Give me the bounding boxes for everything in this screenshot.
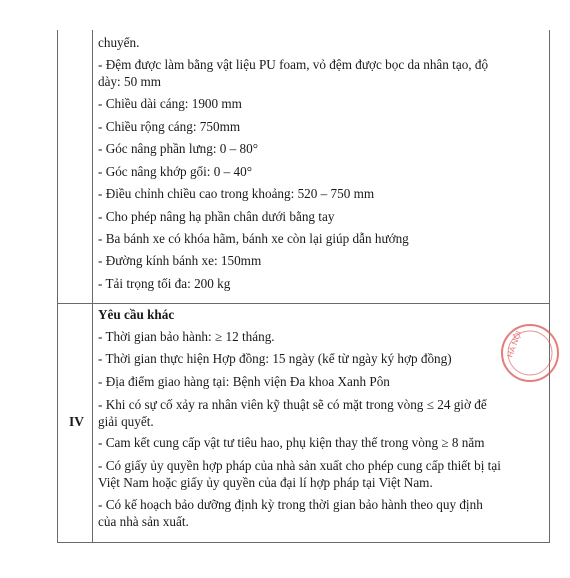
spec-line: - Chiều dài cáng: 1900 mm (98, 96, 242, 111)
requirement-line: - Có giấy ủy quyền hợp pháp của nhà sản xuất cho phép cung cấp thiết bị tại (98, 458, 501, 473)
table-border-bottom (57, 542, 550, 543)
svg-text:HÀ NỘI: HÀ NỘI (505, 329, 524, 359)
section-number: IV (69, 414, 85, 429)
spec-line: - Đường kính bánh xe: 150mm (98, 253, 262, 268)
requirement-line: - Cam kết cung cấp vật tư tiêu hao, phụ kiện thay thế trong vòng ≥ 8 năm (98, 435, 485, 450)
table-column-divider (92, 30, 93, 543)
requirement-line: - Khi có sự cố xảy ra nhân viên kỹ thuật sẽ có mặt trong vòng ≤ 24 giờ để (98, 397, 487, 412)
table-border-right (549, 30, 550, 543)
requirement-line: - Có kế hoạch bảo dưỡng định kỳ trong thời gian bảo hành theo quy định (98, 497, 483, 512)
spec-line: - Tải trọng tối đa: 200 kg (98, 276, 231, 291)
red-seal-stamp (490, 318, 560, 388)
spec-line: dày: 50 mm (98, 74, 162, 89)
row-divider (57, 303, 550, 304)
requirement-line: Việt Nam hoặc giấy ủy quyền của đại lí hợp pháp tại Việt Nam. (98, 475, 433, 490)
spec-line: chuyển. (98, 35, 140, 50)
requirement-line: của nhà sản xuất. (98, 514, 189, 529)
section-title: Yêu cầu khác (98, 307, 175, 322)
requirement-line: - Thời gian thực hiện Hợp đồng: 15 ngày (kể từ ngày ký hợp đồng) (98, 351, 452, 366)
spec-line: - Đệm được làm bằng vật liệu PU foam, vỏ đệm được bọc da nhân tạo, độ (98, 57, 489, 72)
requirement-line: - Thời gian bảo hành: ≥ 12 tháng. (98, 329, 275, 344)
table-border-left (57, 30, 58, 543)
spec-line: - Ba bánh xe có khóa hãm, bánh xe còn lại giúp dẫn hướng (98, 231, 409, 246)
requirement-line: - Địa điểm giao hàng tại: Bệnh viện Đa khoa Xanh Pôn (98, 374, 390, 389)
spec-line: - Chiều rộng cáng: 750mm (98, 119, 241, 134)
spec-line: - Góc nâng khớp gối: 0 – 40° (98, 164, 252, 179)
spec-line: - Góc nâng phần lưng: 0 – 80° (98, 141, 259, 156)
spec-line: - Cho phép nâng hạ phần chân dưới bằng tay (98, 209, 335, 224)
spec-line: - Điều chỉnh chiều cao trong khoảng: 520 – 750 mm (98, 186, 375, 201)
spec-table (57, 30, 550, 543)
requirement-line: giải quyết. (98, 414, 154, 429)
